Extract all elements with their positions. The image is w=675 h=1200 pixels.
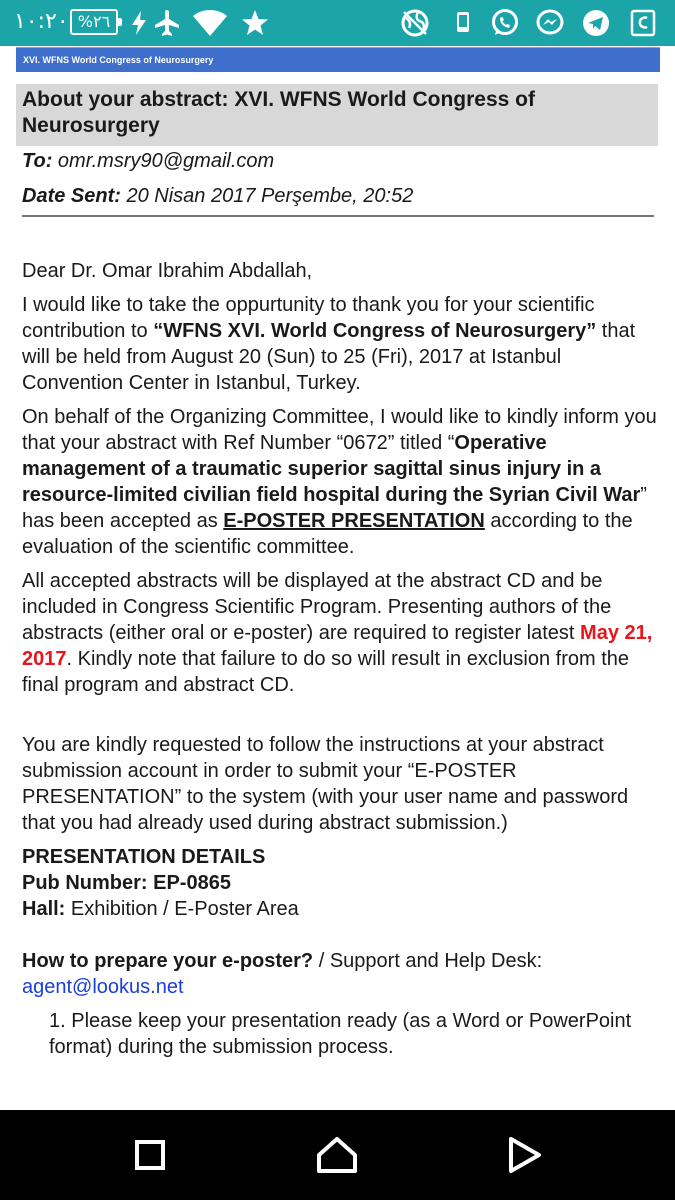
details-title: PRESENTATION DETAILS (22, 846, 266, 868)
greeting: Dear Dr. Omar Ibrahim Abdallah, (22, 260, 313, 282)
date-value: 20 Nisan 2017 Perşembe, 20:52 (120, 185, 414, 207)
charging-icon (124, 8, 154, 38)
date-label: Date Sent: (22, 185, 121, 207)
recents-button[interactable] (130, 1135, 170, 1175)
wifi-icon (192, 8, 228, 38)
recipient-email: omr.msry90@gmail.com (52, 150, 275, 172)
paragraph-text: according to the evaluation of the scientific committee. (22, 510, 633, 558)
help-desk-label: / Support and Help Desk: (313, 950, 543, 972)
support-email-link[interactable]: agent@lookus.net (22, 976, 184, 998)
back-button[interactable] (505, 1135, 545, 1175)
paragraph-text: that will be held from August 20 (Sun) to 25 (Fri), 2017 at Istanbul Convention Center in Istanbul, Turkey. (22, 320, 636, 394)
to-label: To: (22, 150, 53, 172)
status-bar (0, 0, 675, 46)
email-header-text: XVI. WFNS World Congress of Neurosurgery (23, 55, 214, 65)
howto-line (22, 948, 662, 974)
pub-number: Pub Number: EP-0865 (22, 872, 231, 894)
star-icon (240, 8, 270, 38)
telegram-icon (581, 8, 611, 38)
home-button[interactable] (315, 1135, 359, 1175)
paragraph-text: I would like to take the oppurtunity to thank you for your scientific contribution to (22, 294, 595, 342)
paragraph-text: ” has been accepted as (22, 484, 647, 532)
presentation-type: E-POSTER PRESENTATION (223, 510, 485, 532)
messenger-icon (535, 8, 565, 38)
paragraph-acceptance (22, 404, 662, 560)
abstract-title: Operative management of a traumatic superior sagittal sinus injury in a resource-limited civilian field hospital during the Syrian Civil War (22, 432, 641, 506)
email-body (22, 258, 662, 1060)
email-header-bar (16, 47, 660, 72)
congress-name: “WFNS XVI. World Congress of Neurosurgery” (153, 320, 597, 342)
subject-box (16, 84, 658, 146)
clock: ١٠:٢٠ (14, 9, 69, 34)
paragraph-registration (22, 568, 662, 698)
header-divider (22, 215, 654, 217)
instruction-step: 1. Please keep your presentation ready (as a Word or PowerPoint format) during the submission process. (49, 1010, 632, 1058)
navigation-bar (0, 1110, 675, 1200)
date-line (22, 185, 413, 208)
paragraph-text: On behalf of the Organizing Committee, I would like to kindly inform you that your abstract with Ref Number “0672” titled “ (22, 406, 657, 454)
paragraph-instructions: You are kindly requested to follow the instructions at your abstract submission account in order to submit your “E-POSTER PRESENTATION” to the system (with your user name and password that you had already used during abstract submission.) (22, 734, 629, 834)
globe-icon (400, 8, 430, 38)
hall-label: Hall: (22, 898, 66, 920)
paragraph-text: All accepted abstracts will be displayed at the abstract CD and be included in Congress Scientific Program. Presenting authors of the abstracts (either oral or e-poster) are required to register latest (22, 570, 612, 644)
paragraph-text: . Kindly note that failure to do so will result in exclusion from the final program and abstract CD. (22, 648, 629, 696)
hall-value: Exhibition / E-Poster Area (65, 898, 299, 920)
app-icon (628, 8, 658, 38)
airplane-icon (152, 8, 182, 38)
howto-label: How to prepare your e-poster? (22, 950, 314, 972)
whatsapp-icon (490, 8, 520, 38)
registration-deadline: May 21, 2017 (22, 622, 653, 670)
email-subject: About your abstract: XVI. WFNS World Congress of Neurosurgery (22, 88, 535, 137)
paragraph-thanks (22, 292, 662, 396)
hall-line (22, 896, 662, 922)
recipient-line (22, 150, 274, 173)
battery-indicator: %٢٦ (70, 9, 118, 35)
phone-icon (448, 8, 478, 38)
